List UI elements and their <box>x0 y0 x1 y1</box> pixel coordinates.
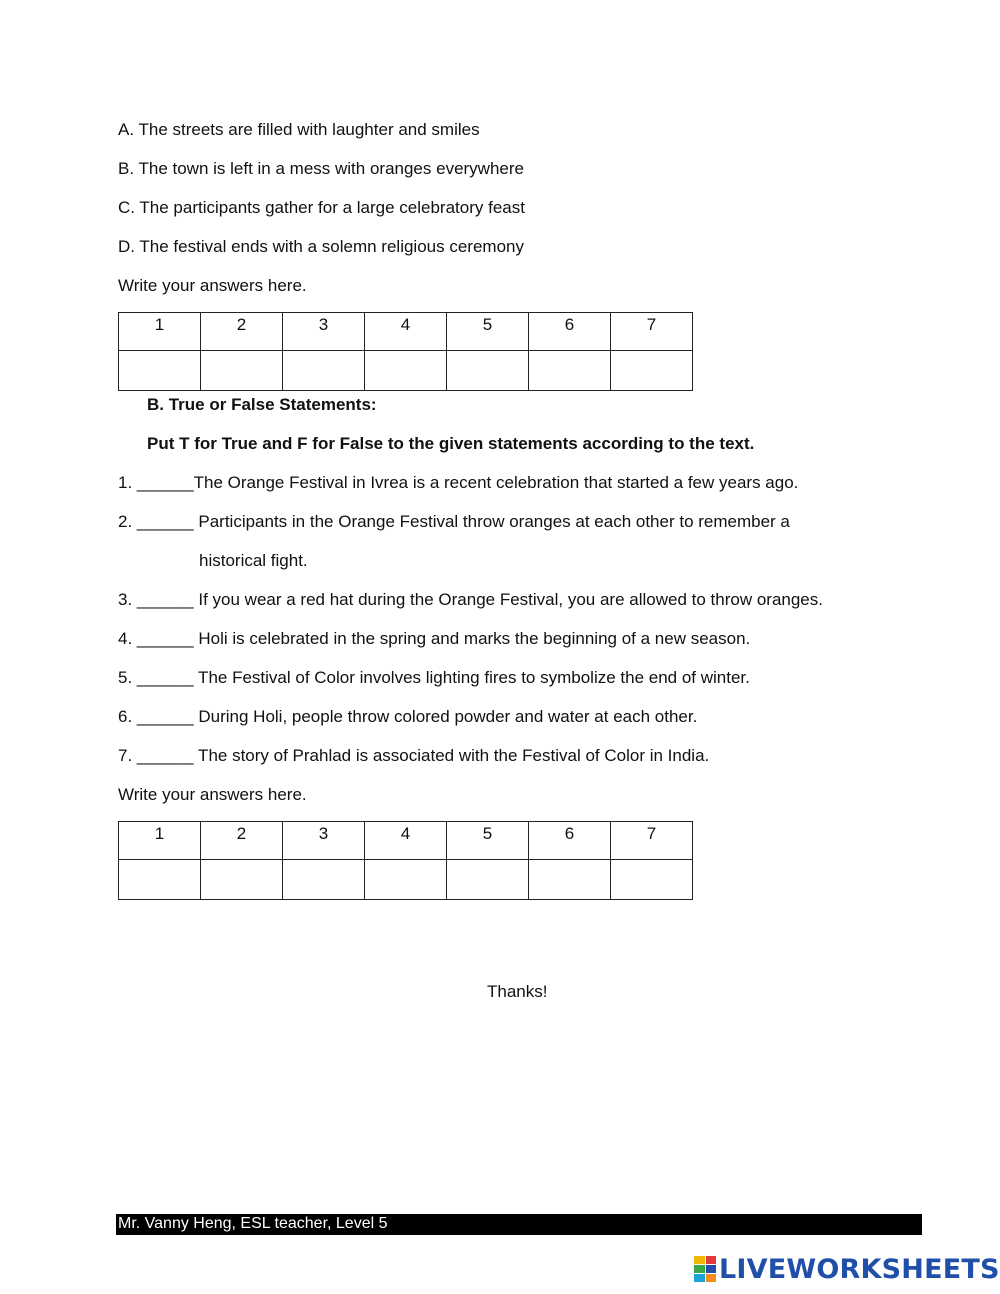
footer-text: Mr. Vanny Heng, ESL teacher, Level 5 <box>118 1215 388 1232</box>
table-header: 1 <box>119 313 201 351</box>
answer-input[interactable] <box>449 864 527 898</box>
statement-number: 3. <box>118 590 137 609</box>
table-header: 3 <box>283 313 365 351</box>
option-b: B. The town is left in a mess with oranges everywhere <box>118 159 524 178</box>
table-header: 7 <box>611 822 693 860</box>
answer-input[interactable] <box>203 864 281 898</box>
statement-number: 2. <box>118 512 137 531</box>
statement-number: 1. <box>118 473 137 492</box>
answer-table-1 <box>118 312 693 391</box>
answer-cell <box>283 860 365 900</box>
section-b-heading: B. True or False Statements: <box>147 395 377 414</box>
option-c: C. The participants gather for a large celebratory feast <box>118 198 525 217</box>
answer-blank[interactable]: ______ <box>136 590 194 609</box>
statement-number: 4. <box>118 629 137 648</box>
answer-blank[interactable]: ______ <box>136 668 194 687</box>
answer-cell <box>365 351 447 391</box>
answer-blank[interactable]: ______ <box>136 629 194 648</box>
liveworksheets-brand <box>694 1253 1000 1285</box>
answer-cell <box>447 860 529 900</box>
statement-text: Holi is celebrated in the spring and marks the beginning of a new season. <box>193 629 751 648</box>
answer-input[interactable] <box>367 355 445 389</box>
answer-input[interactable] <box>203 355 281 389</box>
table-header: 2 <box>201 313 283 351</box>
statement-2 <box>118 512 790 532</box>
answer-input[interactable] <box>121 864 199 898</box>
statement-text: If you wear a red hat during the Orange Festival, you are allowed to throw oranges. <box>193 590 823 609</box>
closing-text: Thanks! <box>487 982 548 1001</box>
section-b-instruction: Put T for True and F for False to the given statements according to the text. <box>147 434 755 453</box>
answer-cell <box>201 860 283 900</box>
option-d: D. The festival ends with a solemn religious ceremony <box>118 237 524 256</box>
answer-blank[interactable]: ______ <box>136 707 194 726</box>
answer-blank[interactable]: ______ <box>136 746 194 765</box>
statement-5 <box>118 668 750 688</box>
table-header: 5 <box>447 822 529 860</box>
answer-table-2 <box>118 821 693 900</box>
answer-cell <box>611 860 693 900</box>
option-a: A. The streets are filled with laughter and smiles <box>118 120 480 139</box>
answer-cell <box>201 351 283 391</box>
answer-input[interactable] <box>285 864 363 898</box>
answer-cell <box>283 351 365 391</box>
statement-1 <box>118 473 798 493</box>
answer-input[interactable] <box>285 355 363 389</box>
answer-cell <box>529 860 611 900</box>
table-header: 6 <box>529 822 611 860</box>
answer-cell <box>611 351 693 391</box>
table-header: 5 <box>447 313 529 351</box>
answer-cell <box>365 860 447 900</box>
statement-text: Participants in the Orange Festival throw oranges at each other to remember a <box>193 512 790 531</box>
statement-4 <box>118 629 750 649</box>
table-header: 4 <box>365 822 447 860</box>
statement-3 <box>118 590 823 610</box>
answer-prompt: Write your answers here. <box>118 276 307 295</box>
liveworksheets-logo-icon <box>694 1256 716 1282</box>
answer-blank[interactable]: ______ <box>136 473 194 492</box>
statement-number: 6. <box>118 707 137 726</box>
answer-cell <box>119 860 201 900</box>
statement-6 <box>118 707 697 727</box>
table-header: 1 <box>119 822 201 860</box>
table-header: 2 <box>201 822 283 860</box>
footer-bar <box>116 1214 922 1235</box>
answer-input[interactable] <box>613 355 691 389</box>
table-header: 6 <box>529 313 611 351</box>
brand-name: LIVEWORKSHEETS <box>719 1253 1000 1285</box>
statement-text: The story of Prahlad is associated with the Festival of Color in India. <box>193 746 710 765</box>
answer-cell <box>447 351 529 391</box>
answer-input[interactable] <box>121 355 199 389</box>
answer-prompt: Write your answers here. <box>118 785 307 804</box>
answer-input[interactable] <box>531 355 609 389</box>
answer-cell <box>119 351 201 391</box>
statement-text: The Festival of Color involves lighting fires to symbolize the end of winter. <box>193 668 750 687</box>
table-header: 7 <box>611 313 693 351</box>
answer-input[interactable] <box>613 864 691 898</box>
answer-input[interactable] <box>531 864 609 898</box>
answer-input[interactable] <box>367 864 445 898</box>
statement-number: 7. <box>118 746 137 765</box>
table-header: 3 <box>283 822 365 860</box>
answer-cell <box>529 351 611 391</box>
statement-2-continued: historical fight. <box>199 551 308 570</box>
answer-blank[interactable]: ______ <box>136 512 194 531</box>
statement-number: 5. <box>118 668 137 687</box>
statement-7 <box>118 746 709 766</box>
statement-text: The Orange Festival in Ivrea is a recent celebration that started a few years ago. <box>193 473 799 492</box>
answer-input[interactable] <box>449 355 527 389</box>
statement-text: During Holi, people throw colored powder and water at each other. <box>193 707 698 726</box>
table-header: 4 <box>365 313 447 351</box>
